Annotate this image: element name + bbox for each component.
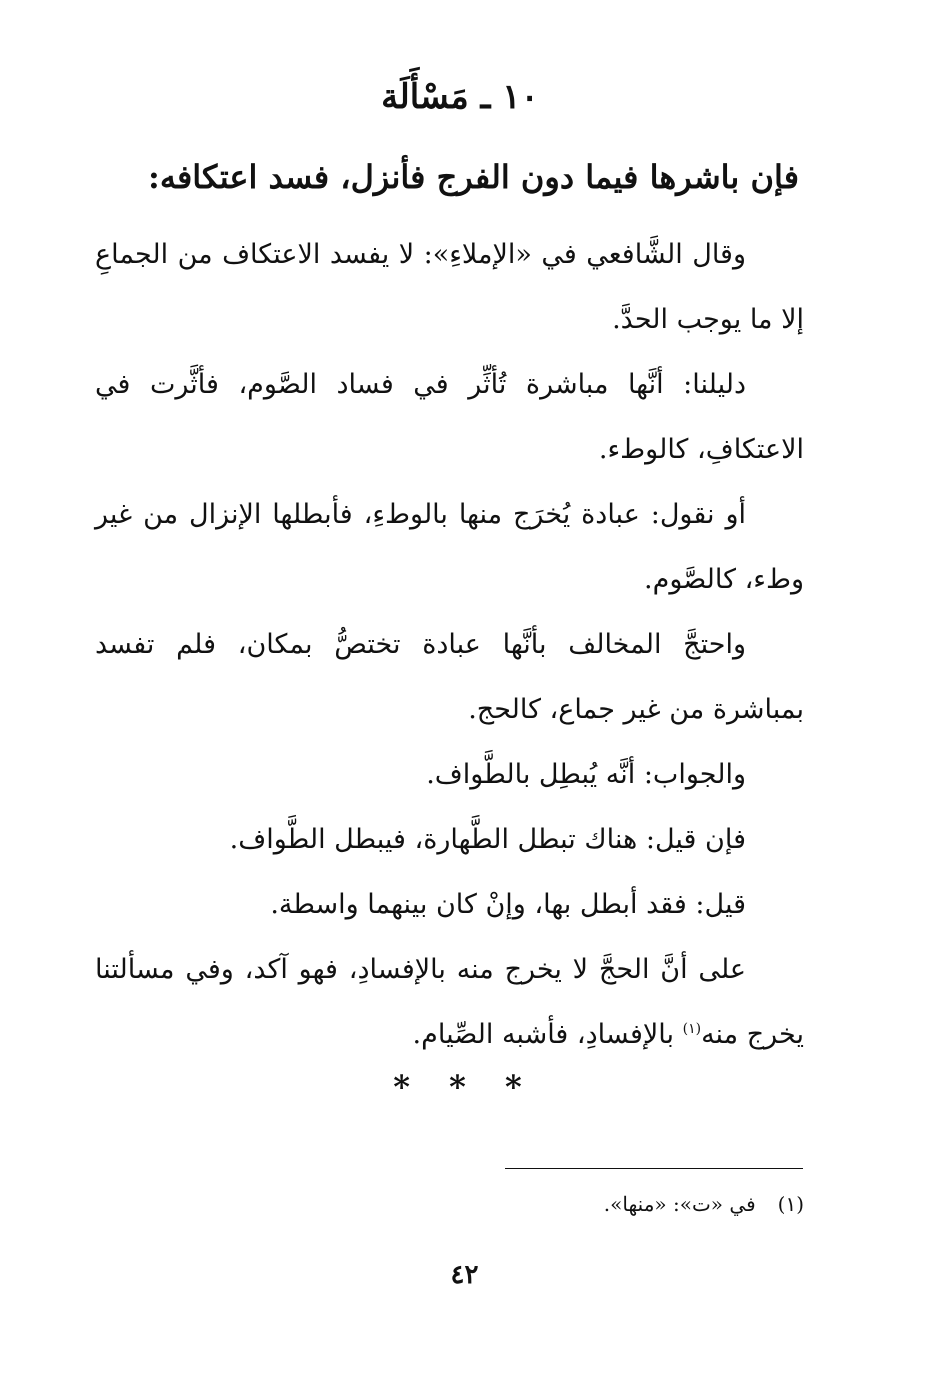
paragraph-6: فإن قيل: هناك تبطل الطَّهارة، فيبطل الطَّواف.: [229, 824, 746, 855]
paragraph-5: والجواب: أنَّه يُبطِل بالطَّواف.: [426, 759, 746, 790]
footnote-text: في «ت»: «منها».: [603, 1192, 756, 1216]
paragraph-2: دليلنا: أنَّها مباشرة تُأثِّر في فساد الصَّوم، فأثَّرت في الاعتكافِ، كالوطء.: [95, 369, 804, 465]
footnote: [300, 1188, 804, 1220]
paragraph-7: قيل: فقد أبطل بها، وإنْ كان بينهما واسطة.: [270, 889, 746, 920]
paragraph-8: [95, 937, 804, 1067]
paragraph-1: وقال الشَّافعي في «الإملاءِ»: لا يفسد الاعتكاف من الجماعِ إلا ما يوجب الحدَّ.: [95, 239, 804, 335]
footnote-reference[interactable]: (١): [682, 1021, 702, 1037]
page-number: ٤٢: [450, 1260, 479, 1290]
footnote-number: (١): [777, 1192, 804, 1216]
body-text: [95, 222, 804, 1067]
section-separator: * * *: [393, 1068, 536, 1106]
issue-heading: فإن باشرها فيما دون الفرج فأنزل، فسد اعتكافه:: [148, 158, 799, 196]
footnote-divider: [505, 1168, 803, 1169]
paragraph-8-tail: بالإفسادِ، فأشبه الصِّيام.: [412, 1019, 683, 1050]
paragraph-4: واحتجَّ المخالف بأنَّها عبادة تختصُّ بمكان، فلم تفسد بمباشرة من غير جماع، كالحج.: [95, 629, 804, 725]
issue-title: ١٠ ـ مَسْأَلَة: [381, 77, 539, 117]
paragraph-8-text: على أنَّ الحجَّ لا يخرج منه بالإفسادِ، فهو آكد، وفي مسألتنا يخرج منه: [95, 954, 804, 1050]
paragraph-3: أو نقول: عبادة يُخرَج منها بالوطءِ، فأبطلها الإنزال من غير وطء، كالصَّوم.: [95, 499, 804, 595]
